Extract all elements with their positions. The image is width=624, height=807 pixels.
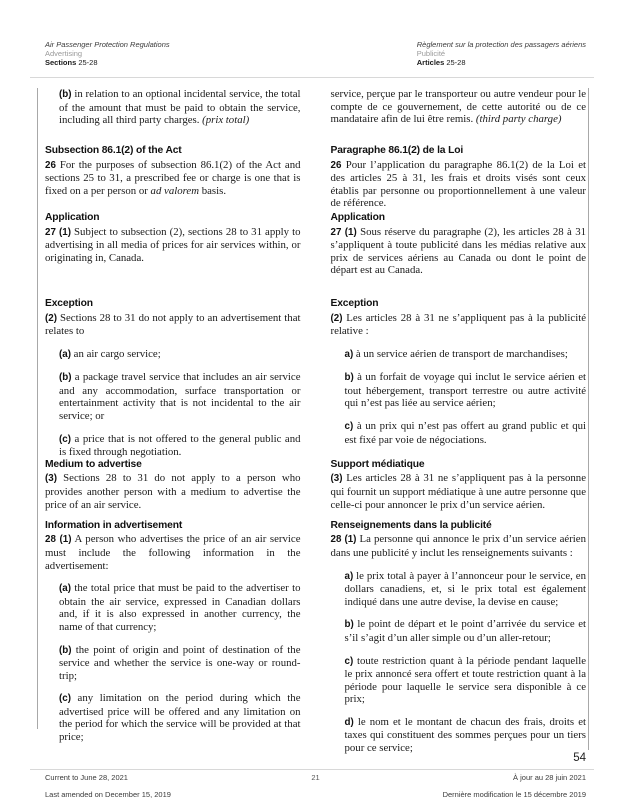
column-english — [45, 88, 301, 145]
bold-label: 27 (1) — [45, 226, 71, 238]
italic-term: (third party charge) — [475, 113, 562, 126]
section-heading: Application — [45, 212, 100, 223]
text-run: in relation to an optional incidental service, the total of the amount that must be paid to obtain the service, including all third party charges. — [59, 88, 301, 127]
section-heading: Exception — [45, 298, 93, 309]
text-run: basis. — [199, 184, 227, 197]
amended-date-fr: Dernière modification le 15 décembre 2019 — [442, 790, 586, 799]
content-row — [45, 520, 586, 755]
text-run: Sous réserve du paragraphe (2), les articles 28 à 31 s’appliquent à toute publicité dans les médias relative aux prix de services aériens au Canada ou dont le point de départ est au Canada. — [330, 225, 586, 277]
text-run: the total price that must be paid to the advertiser to obtain the air service, expressed in Canadian dollars and, if it is also expressed in another currency, the name of that currency; — [59, 582, 301, 633]
column-french — [331, 520, 587, 755]
bold-label: (3) — [330, 473, 343, 485]
text-run: le nom et le montant de chacun des frais, droits et taxes qui constituent des sommes perçues pour un tiers pour ce service; — [344, 715, 586, 755]
text-run: La personne qui annonce le prix d’un service aérien dans une publicité y inclut les renseignements suivants : — [330, 533, 586, 559]
footer-french — [320, 773, 586, 799]
bold-label: 28 (1) — [45, 534, 72, 546]
bold-label: 26 — [45, 159, 56, 171]
text-run: any limitation on the period during which the advertised price will be offered and any limitation on the period for which the service will be provided at that price; — [59, 692, 301, 744]
bold-label: a) — [344, 348, 354, 360]
section-heading: Paragraphe 86.1(2) de la Loi — [330, 145, 464, 156]
bold-label: a) — [344, 570, 354, 582]
document-title-fr: Règlement sur la protection des passagers aériens — [416, 40, 586, 49]
part-title-fr: Publicité — [416, 49, 446, 58]
paragraph — [331, 533, 587, 559]
content-row — [45, 212, 586, 298]
column-english — [45, 145, 301, 212]
bold-label: 27 (1) — [330, 226, 357, 238]
text-run: Les articles 28 à 31 ne s’appliquent pas à la publicité relative : — [330, 311, 586, 338]
text-run: à un forfait de voyage qui inclut le service aérien et tout hébergement, transport terrestre ou autre activité qui n’est pas liée au service aérien; — [344, 371, 586, 410]
list-item — [59, 88, 301, 127]
text-run: Sections 28 to 31 do not apply to an advertisement that relates to — [45, 311, 301, 338]
bold-label: (c) — [59, 693, 71, 705]
text-run: the point of origin and point of destination of the service and whether the service is one-way or round-trip; — [59, 643, 301, 682]
section-range-label-fr: Articles — [416, 58, 447, 67]
bold-label: d) — [344, 716, 354, 728]
header-french — [417, 40, 586, 67]
text-run: à un prix qui n’est pas offert au grand public et qui est fixé par voie de négociations. — [344, 420, 586, 446]
amended-date-en: Last amended on December 15, 2019 — [45, 790, 171, 799]
section-range-fr — [417, 58, 586, 67]
paragraph — [331, 159, 587, 210]
content-row — [45, 298, 586, 459]
section-range-en — [45, 58, 170, 67]
column-english — [45, 212, 301, 298]
text-run: a price that is not offered to the general public and is fixed through negotiation. — [59, 432, 301, 459]
paragraph — [45, 472, 301, 511]
section-range-value-en: 25-28 — [78, 58, 98, 67]
italic-term: (prix total) — [202, 114, 250, 127]
part-title-en: Advertising — [45, 49, 83, 58]
paragraph — [45, 312, 301, 338]
list-item — [345, 420, 587, 446]
bold-label: (a) — [59, 583, 71, 595]
bold-label: b) — [344, 619, 354, 631]
text-run: For the purposes of subsection 86.1(2) of the Act and sections 25 to 31, a prescribed fee or charge is one that is fixed on a per person or — [45, 158, 301, 197]
bold-label: (2) — [45, 312, 57, 324]
list-item — [59, 371, 301, 422]
italic-term: ad valorem — [150, 184, 200, 197]
text-run: le point de départ et le point d’arrivée du service et s’il s’agit d’un aller simple ou d’un aller-retour; — [344, 618, 586, 644]
bold-label: c) — [344, 421, 354, 433]
content-row — [45, 459, 586, 520]
paragraph — [331, 88, 587, 126]
section-heading: Information in advertisement — [45, 519, 183, 531]
bold-label: 28 (1) — [330, 534, 357, 546]
bold-label: (2) — [330, 312, 343, 324]
column-french — [331, 459, 587, 520]
list-item — [59, 644, 301, 683]
paragraph — [45, 159, 301, 198]
column-french — [331, 298, 587, 459]
section-heading: Exception — [330, 298, 379, 309]
text-run: Les articles 28 à 31 ne s’appliquent pas à la personne qui fournit un support médiatique à une autre personne que celle-ci pour annoncer le prix d’un service aérien. — [330, 472, 586, 511]
column-english — [45, 459, 301, 520]
text-run: à un service aérien de transport de marchandises; — [353, 347, 568, 360]
text-run: Sections 28 to 31 do not apply to a person who provides another person with a medium to advertise the price of an air service. — [45, 472, 301, 511]
content-row — [45, 145, 586, 212]
paragraph — [45, 533, 301, 572]
content-rows — [45, 88, 586, 755]
text-run: Pour l’application du paragraphe 86.1(2) de la Loi et des articles 25 à 31, les frais et droits visés sont ceux établis par personne ou proportionnellement à une valeur de référence. — [330, 158, 586, 210]
text-run: a package travel service that includes an air service and any accommodation, surface transportation or entertainment activity that is not incidental to the air service; or — [59, 371, 301, 423]
bold-label: (3) — [45, 473, 57, 485]
change-bar-left — [37, 88, 38, 729]
bold-label: (c) — [59, 433, 71, 445]
list-item — [345, 570, 587, 609]
text-run: le prix total à payer à l’annonceur pour le service, en dollars canadiens, et, si le prix total est également indiqué dans une autre devise, la devise en cause; — [344, 569, 586, 608]
footer-sheet-number: 21 — [311, 773, 320, 782]
text-run: A person who advertises the price of an air service must include the following information in the advertisement: — [45, 533, 301, 572]
bold-label: (b) — [59, 89, 72, 100]
section-heading: Support médiatique — [330, 458, 425, 470]
column-french — [331, 212, 587, 298]
bold-label: b) — [344, 372, 354, 384]
column-french — [331, 145, 587, 212]
change-bar-right — [588, 88, 589, 750]
currency-date-fr: À jour au 28 juin 2021 — [513, 773, 586, 782]
column-french — [331, 88, 587, 145]
list-item — [345, 716, 587, 755]
section-heading: Medium to advertise — [45, 458, 142, 470]
document-title-en: Air Passenger Protection Regulations — [45, 40, 170, 49]
bold-label: (b) — [59, 372, 72, 384]
section-heading: Application — [330, 212, 385, 223]
section-heading: Renseignements dans la publicité — [330, 519, 492, 531]
list-item — [59, 433, 301, 459]
header-english — [45, 40, 170, 67]
list-item — [345, 655, 587, 706]
column-english — [45, 298, 301, 459]
section-range-label-en: Sections — [45, 58, 79, 67]
header-divider — [30, 77, 594, 78]
footer-english — [45, 773, 311, 799]
paragraph — [331, 472, 587, 511]
section-range-value-fr: 25-28 — [446, 58, 466, 67]
bold-label: 26 — [330, 159, 342, 171]
list-item — [59, 692, 301, 743]
list-item — [59, 582, 301, 633]
list-item — [345, 371, 587, 410]
list-item — [59, 348, 301, 362]
currency-date-en: Current to June 28, 2021 — [45, 773, 128, 782]
running-header — [45, 40, 586, 67]
paragraph — [45, 226, 301, 265]
paragraph — [331, 312, 587, 338]
text-run: an air cargo service; — [70, 347, 161, 360]
column-english — [45, 520, 301, 755]
footer-divider — [30, 769, 594, 770]
text-run: toute restriction quant à la période pendant laquelle le prix annoncé sera offert et toute restriction quant à la période pour laquelle le service sera disponible à ce prix; — [344, 654, 586, 706]
content-row — [45, 88, 586, 145]
text-run: service, perçue par le transporteur ou autre vendeur pour le compte de ce gouvernement, de cette autorité ou de ce mandataire afin de lui être remis. — [330, 88, 586, 126]
section-heading: Subsection 86.1(2) of the Act — [45, 145, 182, 156]
text-run: Subject to subsection (2), sections 28 to 31 apply to advertising in all media of prices for air services within, or originating in, Canada. — [45, 225, 301, 264]
list-item — [345, 618, 587, 644]
running-footer — [45, 773, 586, 799]
paragraph — [331, 226, 587, 277]
bold-label: (b) — [59, 644, 72, 656]
page-number: 54 — [573, 752, 586, 764]
bold-label: c) — [344, 655, 354, 667]
bold-label: (a) — [59, 348, 71, 360]
list-item — [345, 348, 587, 362]
